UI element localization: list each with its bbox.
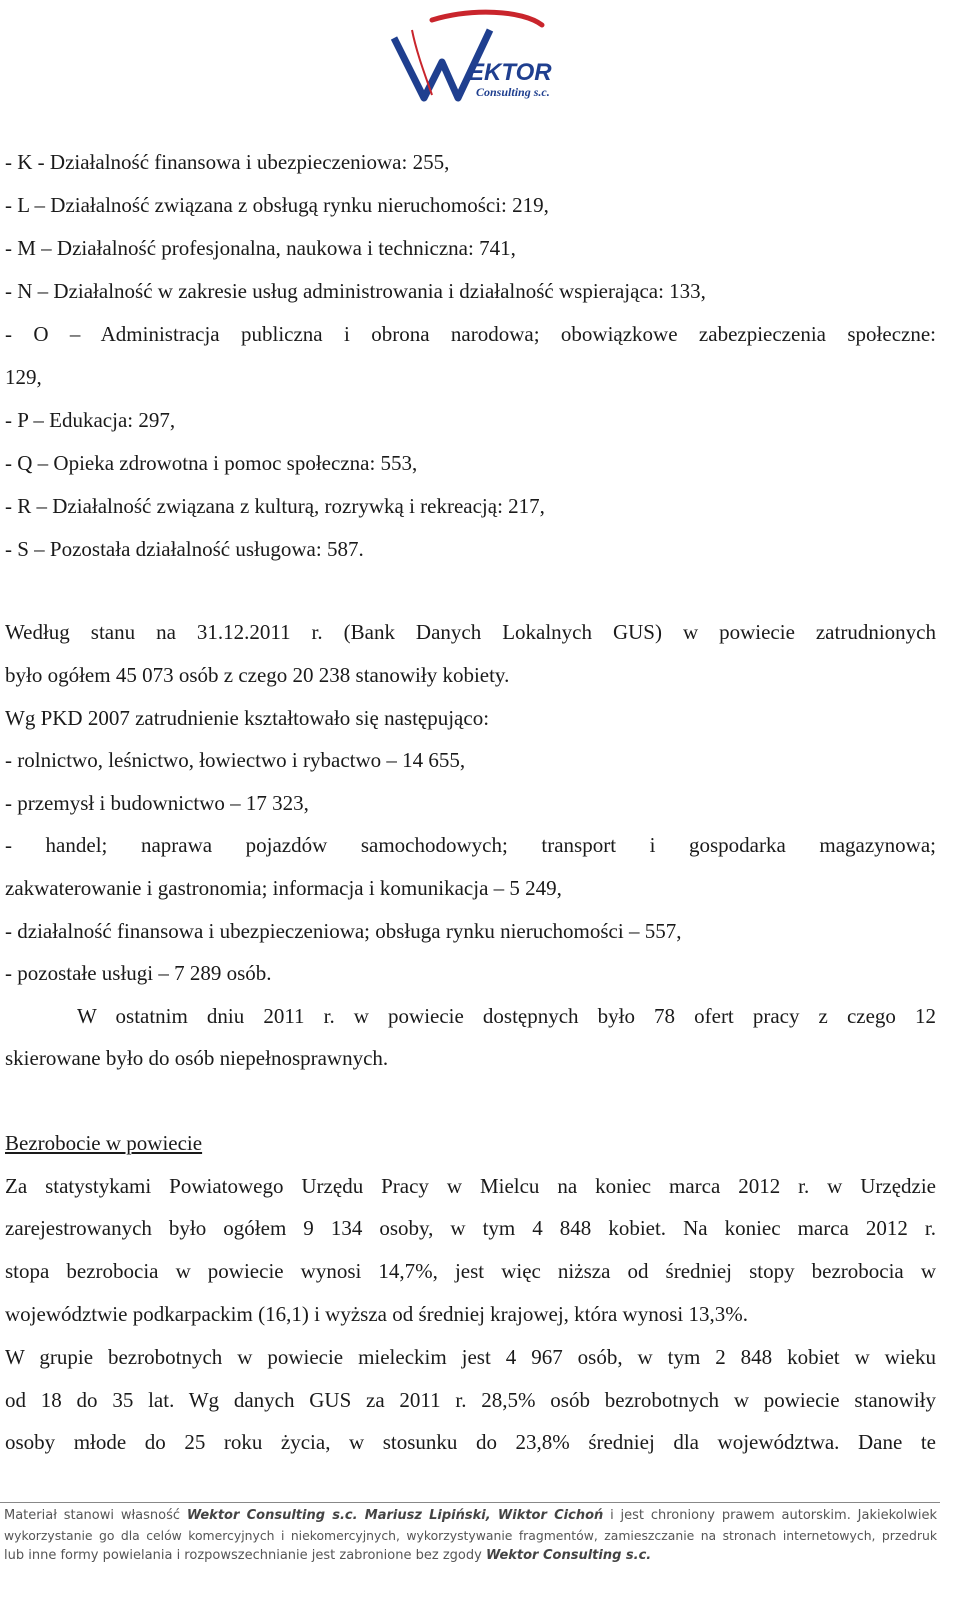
paragraph-line: województwie podkarpackim (16,1) i wyższa od średniej krajowej, która wynosi 13,3%. bbox=[5, 1302, 748, 1326]
paragraph-line: osoby młode do 25 roku życia, w stosunku do 23,8% średniej dla województwa. Dane te bbox=[5, 1430, 936, 1454]
list-item: - K - Działalność finansowa i ubezpieczeniowa: 255, bbox=[5, 150, 450, 174]
footer-text: Materiał stanowi własność bbox=[4, 1508, 181, 1523]
footer-text: i jest chroniony prawem autorskim. Jakiekolwiek bbox=[610, 1508, 937, 1523]
footer-line: wykorzystanie go dla celów komercyjnych i niekomercyjnych, wykorzystywanie fragmentów, zamieszczanie na stronach internetowych, przedruk bbox=[4, 1528, 937, 1543]
footer-owner: Wektor Consulting s.c. bbox=[485, 1548, 652, 1563]
list-item: - R – Działalność związana z kulturą, rozrywką i rekreacją: 217, bbox=[5, 494, 545, 518]
list-item: zakwaterowanie i gastronomia; informacja i komunikacja – 5 249, bbox=[5, 876, 562, 900]
list-item: - N – Działalność w zakresie usług administrowania i działalność wspierająca: 133, bbox=[5, 279, 706, 303]
paragraph-line: stopa bezrobocia w powiecie wynosi 14,7%, jest więc niższa od średniej stopy bezrobocia w bbox=[5, 1259, 936, 1283]
list-item: - O – Administracja publiczna i obrona narodowa; obowiązkowe zabezpieczenia społeczne: bbox=[5, 322, 936, 346]
logo-text: EKTOR bbox=[468, 59, 552, 86]
paragraph-line: od 18 do 35 lat. Wg danych GUS za 2011 r. 28,5% osób bezrobotnych w powiecie stanowiły bbox=[5, 1388, 936, 1412]
paragraph-line: Za statystykami Powiatowego Urzędu Pracy w Mielcu na koniec marca 2012 r. w Urzędzie bbox=[5, 1174, 936, 1198]
list-item: - Q – Opieka zdrowotna i pomoc społeczna: 553, bbox=[5, 451, 418, 475]
list-item: 129, bbox=[5, 365, 42, 389]
paragraph-line: skierowane było do osób niepełnosprawnych. bbox=[5, 1046, 389, 1070]
paragraph-line: W ostatnim dniu 2011 r. w powiecie dostępnych było 78 ofert pracy z czego 12 bbox=[77, 1004, 936, 1028]
list-item: - L – Działalność związana z obsługą rynku nieruchomości: 219, bbox=[5, 193, 549, 217]
wektor-logo-icon bbox=[372, 0, 568, 118]
list-item: - przemysł i budownictwo – 17 323, bbox=[5, 791, 309, 815]
company-logo bbox=[372, 0, 568, 118]
list-item: - pozostałe usługi – 7 289 osób. bbox=[5, 961, 272, 985]
footer-line bbox=[4, 1507, 937, 1525]
paragraph-line: Wg PKD 2007 zatrudnienie kształtowało się następująco: bbox=[5, 706, 490, 730]
list-item: - rolnictwo, leśnictwo, łowiectwo i rybactwo – 14 655, bbox=[5, 748, 466, 772]
list-item: - handel; naprawa pojazdów samochodowych; transport i gospodarka magazynowa; bbox=[5, 833, 936, 857]
paragraph-line: Według stanu na 31.12.2011 r. (Bank Danych Lokalnych GUS) w powiecie zatrudnionych bbox=[5, 620, 936, 644]
footer-line bbox=[4, 1547, 651, 1565]
list-item: - P – Edukacja: 297, bbox=[5, 408, 176, 432]
footer-owner: Wektor Consulting s.c. Mariusz Lipiński, Wiktor Cichoń bbox=[186, 1508, 604, 1523]
paragraph-line: W grupie bezrobotnych w powiecie mieleckim jest 4 967 osób, w tym 2 848 kobiet w wieku bbox=[5, 1345, 936, 1369]
paragraph-line: zarejestrowanych było ogółem 9 134 osoby, w tym 4 848 kobiet. Na koniec marca 2012 r. bbox=[5, 1216, 936, 1240]
logo-subtext: Consulting s.c. bbox=[476, 85, 550, 99]
footer-divider bbox=[0, 1502, 940, 1503]
footer-text: lub inne formy powielania i rozpowszechnianie jest zabronione bez zgody bbox=[4, 1548, 482, 1563]
paragraph-line: było ogółem 45 073 osób z czego 20 238 stanowiły kobiety. bbox=[5, 663, 510, 687]
list-item: - działalność finansowa i ubezpieczeniowa; obsługa rynku nieruchomości – 557, bbox=[5, 919, 682, 943]
list-item: - S – Pozostała działalność usługowa: 587. bbox=[5, 537, 364, 561]
list-item: - M – Działalność profesjonalna, naukowa i techniczna: 741, bbox=[5, 236, 516, 260]
section-heading: Bezrobocie w powiecie bbox=[5, 1131, 203, 1155]
